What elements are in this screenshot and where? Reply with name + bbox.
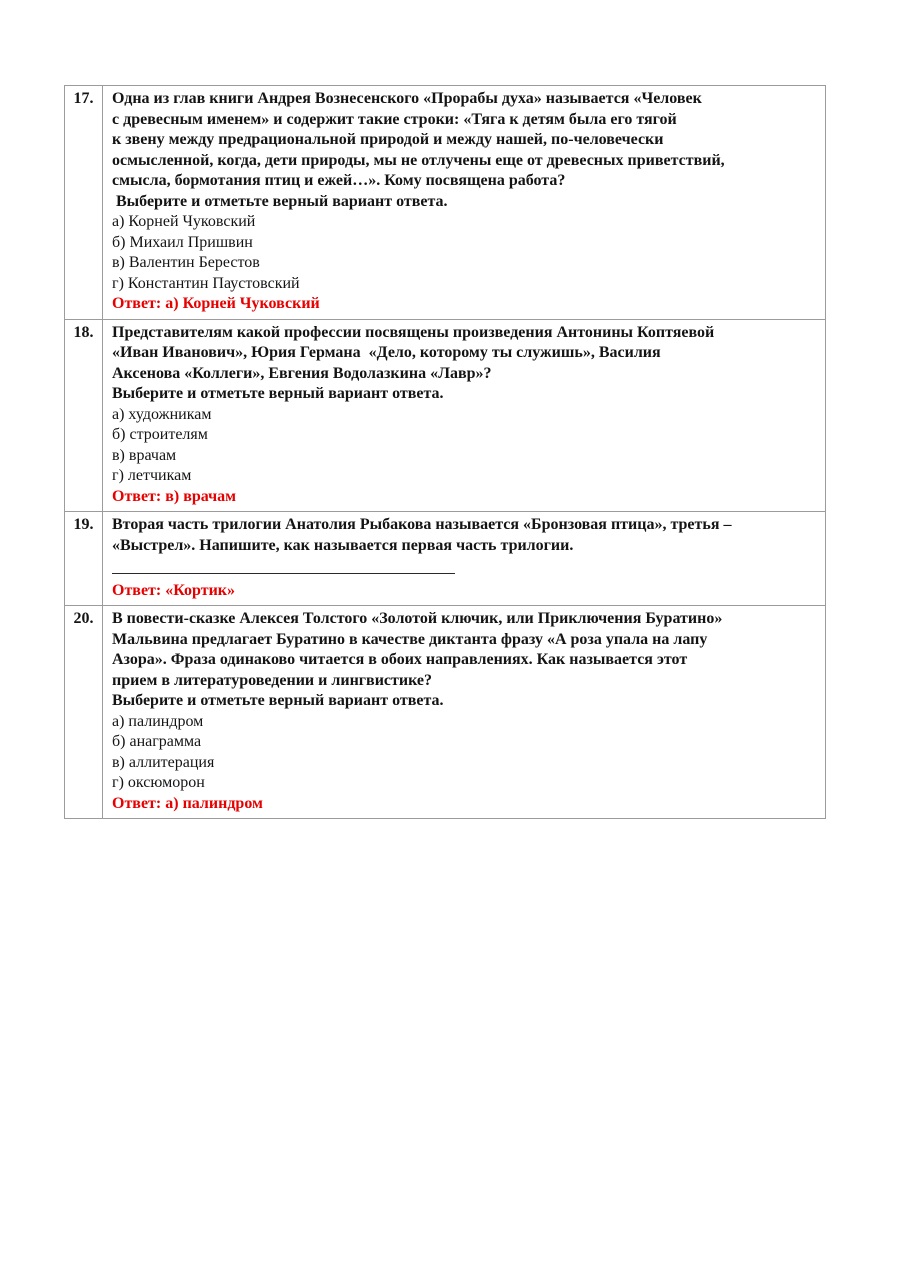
answer-line: Ответ: «Кортик»: [112, 581, 236, 599]
question-line: Представителям какой профессии посвящены произведения Антонины Коптяевой: [112, 323, 715, 341]
quiz-table: [64, 85, 826, 819]
question-number: 20.: [65, 606, 103, 818]
question-line: осмысленной, когда, дети природы, мы не отлучены еще от древесных приветствий,: [112, 151, 725, 169]
option-line: а) палиндром: [112, 712, 204, 730]
option-line: г) Константин Паустовский: [112, 274, 300, 292]
option-line: в) врачам: [112, 446, 177, 464]
question-line: к звену между предрациональной природой и между нашей, по-человечески: [112, 131, 664, 148]
question-cell: [103, 86, 825, 319]
option-line: а) Корней Чуковский: [112, 213, 256, 230]
table-row: [65, 320, 825, 513]
question-line: «Выстрел». Напишите, как называется первая часть трилогии.: [112, 536, 574, 554]
question-line: Мальвина предлагает Буратино в качестве диктанта фразу «А роза упала на лапу: [112, 630, 708, 648]
question-line: Вторая часть трилогии Анатолия Рыбакова называется «Бронзовая птица», третья –: [112, 516, 732, 533]
question-line: В повести-сказке Алексея Толстого «Золотой ключик, или Приключения Буратино»: [112, 610, 723, 627]
option-line: в) Валентин Берестов: [112, 254, 260, 271]
question-cell: [103, 512, 825, 605]
option-line: б) Михаил Пришвин: [112, 233, 253, 251]
question-line: Выберите и отметьте верный вариант ответа.: [112, 692, 444, 709]
answer-line: Ответ: в) врачам: [112, 487, 237, 505]
option-line: в) аллитерация: [112, 753, 215, 771]
table-row: [65, 512, 825, 606]
option-line: г) летчикам: [112, 467, 192, 484]
question-line: смысла, бормотания птиц и ежей…». Кому посвящена работа?: [112, 172, 566, 189]
question-number: 17.: [65, 86, 103, 319]
table-row: [65, 606, 825, 818]
question-line: «Иван Иванович», Юрия Германа «Дело, которому ты служишь», Василия: [112, 344, 661, 361]
question-line: с древесным именем» и содержит такие строки: «Тяга к детям была его тягой: [112, 110, 677, 128]
answer-blank-rule: [112, 556, 455, 574]
question-cell: [103, 320, 825, 512]
question-number: 19.: [65, 512, 103, 605]
option-line: б) анаграмма: [112, 733, 202, 750]
answer-line: Ответ: а) Корней Чуковский: [112, 295, 320, 312]
option-line: г) оксюморон: [112, 774, 205, 791]
question-line: Аксенова «Коллеги», Евгения Водолазкина «Лавр»?: [112, 364, 492, 382]
question-line: прием в литературоведении и лингвистике?: [112, 671, 433, 689]
answer-line: Ответ: а) палиндром: [112, 794, 263, 812]
option-line: б) строителям: [112, 426, 208, 443]
question-cell: [103, 606, 825, 818]
question-line: Выберите и отметьте верный вариант ответа.: [112, 192, 448, 210]
question-line: Одна из глав книги Андрея Вознесенского «Прорабы духа» называется «Человек: [112, 90, 702, 107]
question-line: Выберите и отметьте верный вариант ответа.: [112, 385, 444, 402]
question-number: 18.: [65, 320, 103, 512]
option-line: а) художникам: [112, 405, 212, 423]
answer-blank-line: [112, 556, 817, 581]
table-row: [65, 86, 825, 320]
question-line: Азора». Фраза одинаково читается в обоих направлениях. Как называется этот: [112, 651, 688, 668]
